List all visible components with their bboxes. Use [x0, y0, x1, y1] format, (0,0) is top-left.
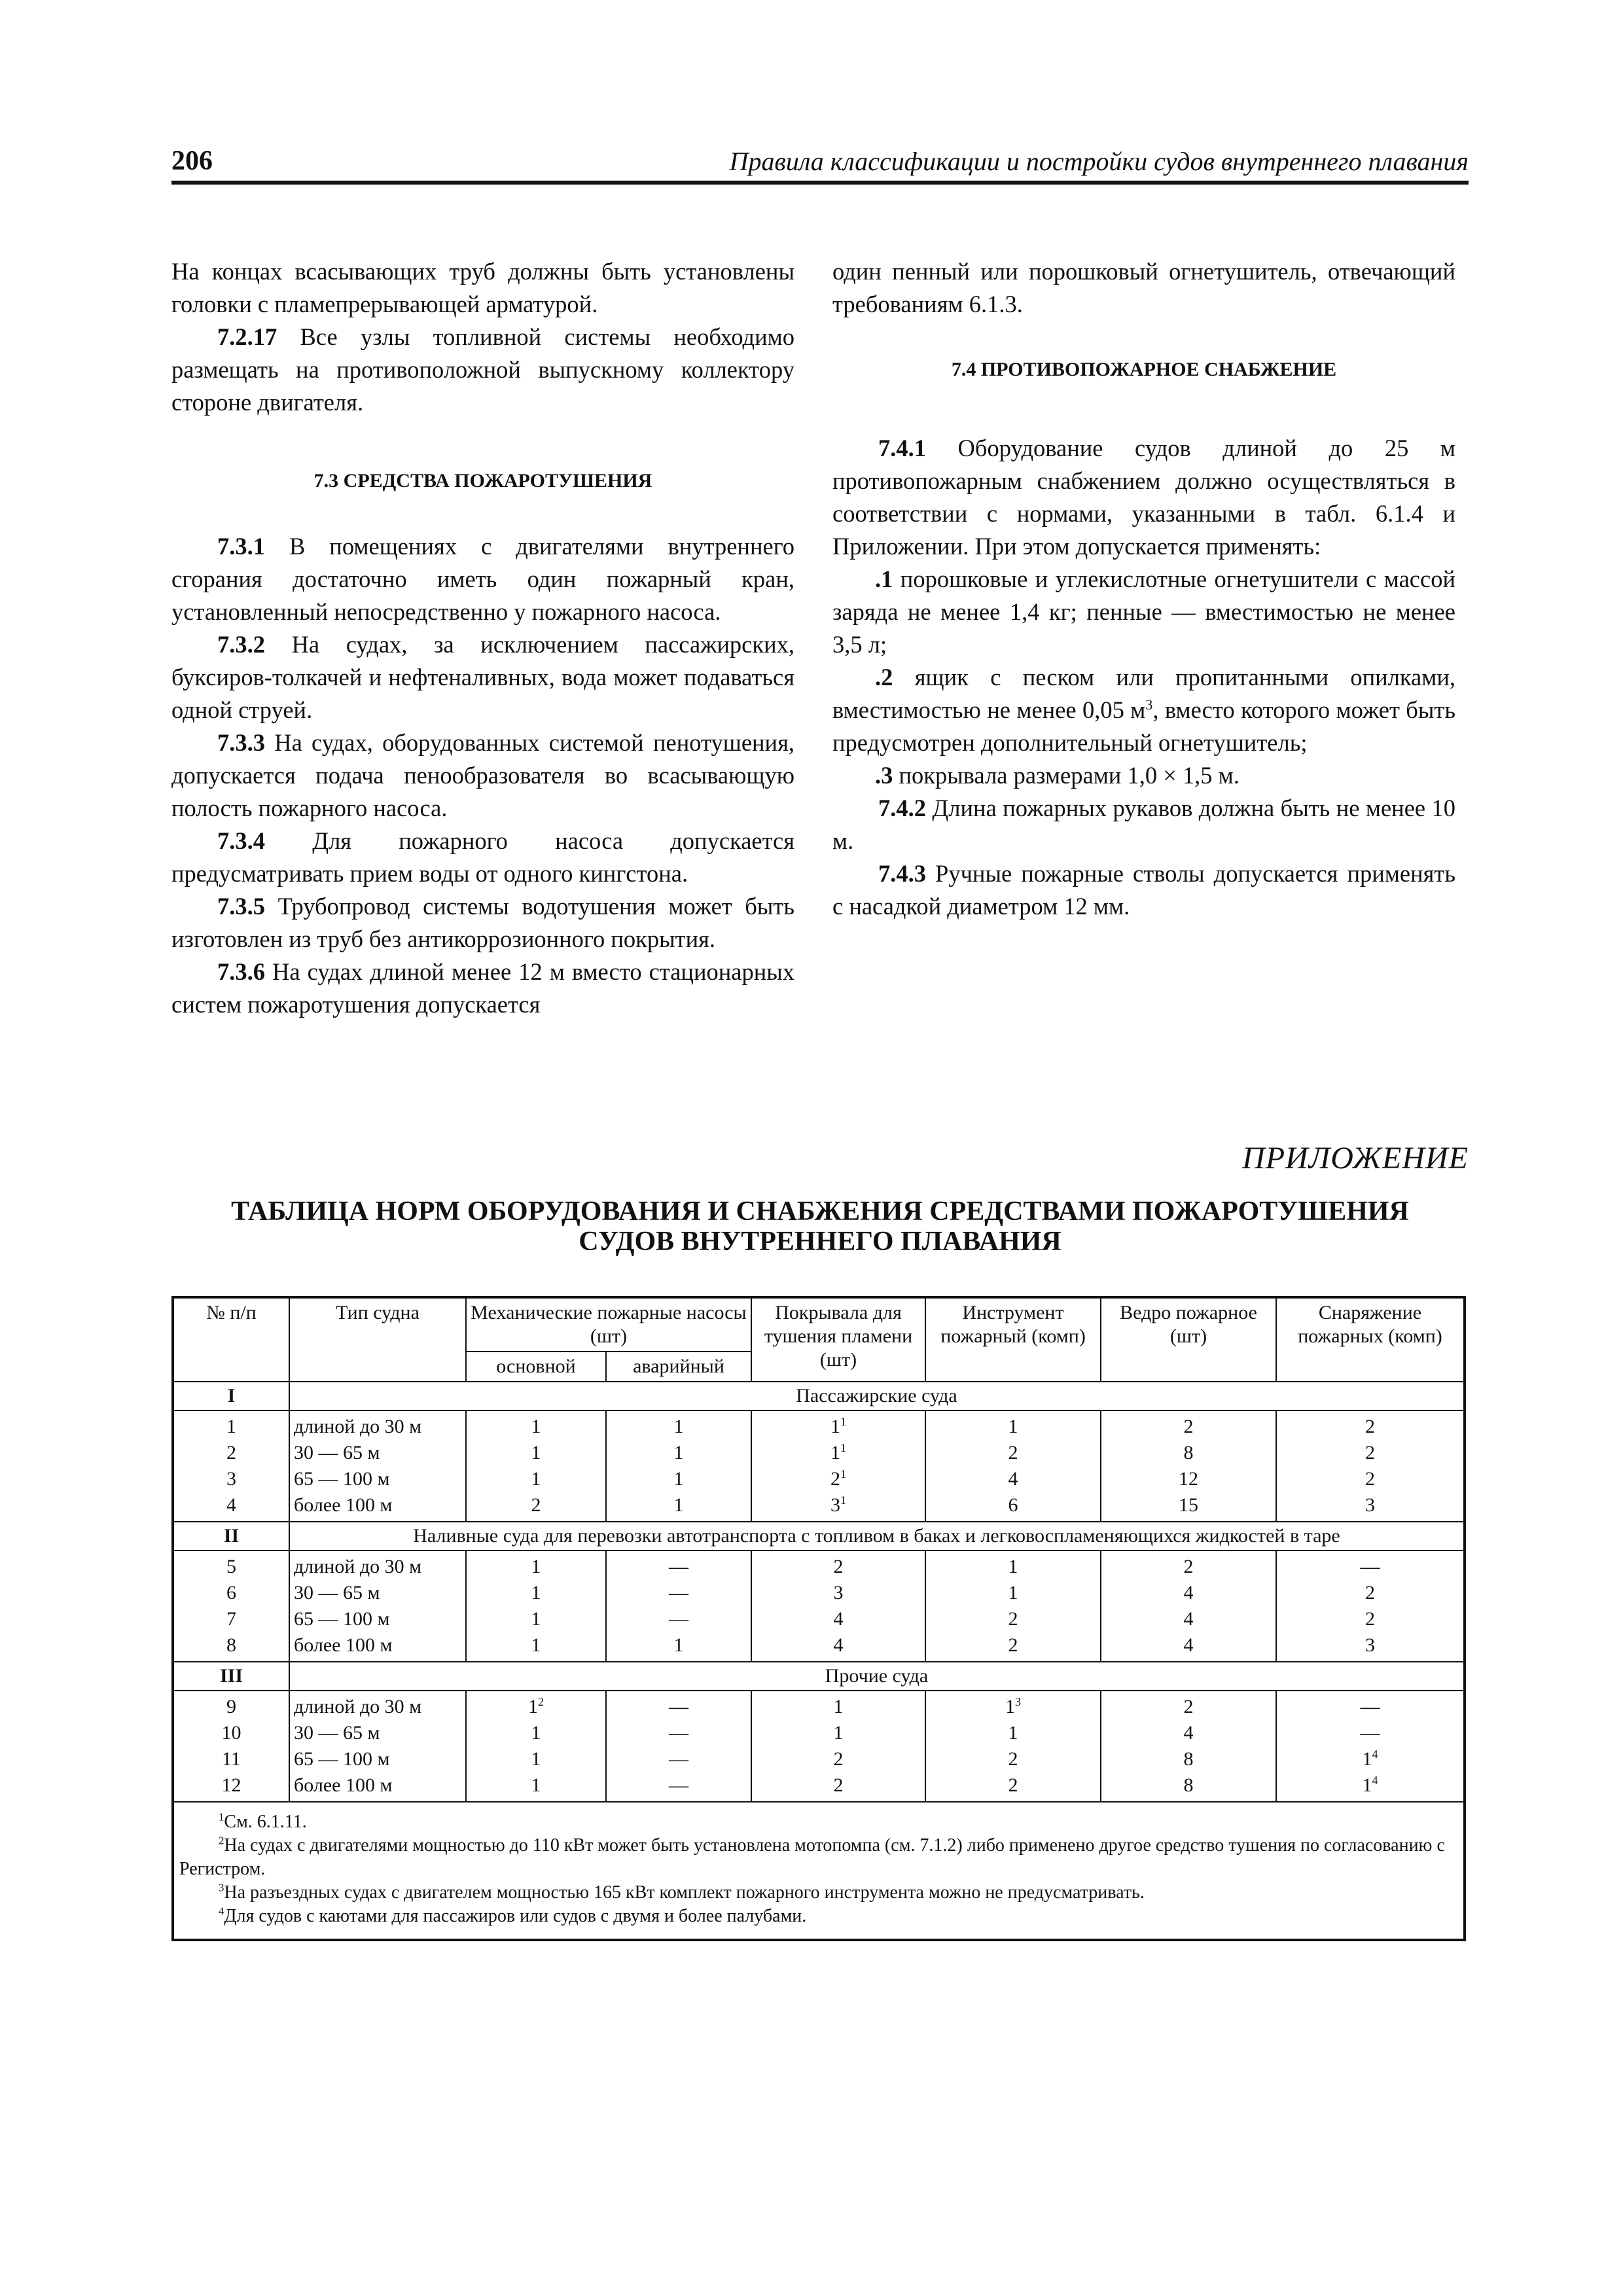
cell-value: 2: [1008, 1748, 1018, 1770]
cell-value: 65 — 100 м: [294, 1608, 390, 1630]
section-heading-7-3: 7.3 СРЕДСТВА ПОЖАРОТУШЕНИЯ: [313, 470, 652, 492]
group-title: Наливные суда для перевозки автотранспорта с топливом в баках и легковоспламеняющихся жидкостей в таре: [289, 1522, 1465, 1551]
cell-value: 1: [531, 1748, 541, 1770]
footnote-mark: 1: [840, 1467, 846, 1480]
cell-value: 2: [531, 1494, 541, 1516]
cell-pump-main: [466, 1410, 606, 1522]
cell-value: —: [669, 1608, 688, 1630]
header-type: Тип судна: [289, 1297, 466, 1382]
cell-value: 7: [226, 1608, 236, 1630]
footnote-mark: 3: [1015, 1695, 1021, 1708]
cell-value: более 100 м: [294, 1494, 393, 1516]
cell-value: 1: [531, 1634, 541, 1656]
cell-value: 4: [226, 1494, 236, 1516]
cell-value: 12: [1179, 1468, 1198, 1490]
cell-types: [289, 1691, 466, 1802]
cell-pump-emerg: [606, 1551, 751, 1662]
paragraph-7-4-2: 7.4.2 Длина пожарных рукавов должна быть не менее 10 м.: [832, 795, 1455, 854]
footnote-mark: 3: [219, 1881, 224, 1894]
cell-value: —: [669, 1748, 688, 1770]
cell-value: длиной до 30 м: [294, 1556, 422, 1577]
footnote-mark: 1: [219, 1810, 224, 1823]
cell-gear: [1276, 1691, 1465, 1802]
cell-value: 1: [673, 1494, 684, 1516]
cell-value: 2: [1008, 1442, 1018, 1463]
header-num: № п/п: [173, 1297, 289, 1382]
cell-value: 6: [1008, 1494, 1018, 1516]
cell-value: 2: [833, 1774, 844, 1796]
cell-value: 2: [1365, 1582, 1375, 1604]
page-number: 206: [171, 146, 213, 176]
cell-blankets: [751, 1691, 925, 1802]
group-roman: II: [173, 1522, 289, 1551]
cell-value: 8: [226, 1634, 236, 1656]
paragraph-7-3-6: 7.3.6 На судах длиной менее 12 м вместо стационарных систем пожаротушения допускается: [171, 958, 795, 1018]
appendix-label: ПРИЛОЖЕНИЕ: [1242, 1141, 1469, 1175]
footnote-mark: 1: [840, 1441, 846, 1454]
cell-value: 2: [833, 1748, 844, 1770]
cell-value: 2: [1365, 1442, 1375, 1463]
cell-value: 10: [221, 1722, 241, 1744]
cell-value: $1^4$: [1362, 1774, 1378, 1796]
cell-value: 1: [1008, 1556, 1018, 1577]
cell-value: 1: [531, 1416, 541, 1437]
cell-nums: [173, 1410, 289, 1522]
cell-value: $2^1$: [830, 1467, 846, 1490]
right-column: [832, 255, 1455, 923]
cell-value: 1: [531, 1582, 541, 1604]
table-header-row: [173, 1297, 1465, 1352]
cell-value: 1: [531, 1442, 541, 1463]
cell-value: —: [669, 1774, 688, 1796]
header-pump-emergency: аварийный: [606, 1352, 751, 1382]
cell-buckets: [1101, 1410, 1276, 1522]
cell-value: 1: [833, 1722, 844, 1744]
cell-value: 3: [833, 1582, 844, 1604]
cell-value: 2: [1183, 1696, 1194, 1717]
group-header-row: [173, 1662, 1465, 1691]
table-footnotes: [173, 1802, 1465, 1940]
cell-value: —: [669, 1556, 688, 1577]
running-header: [171, 145, 1469, 185]
cell-value: 2: [1365, 1468, 1375, 1490]
group-header-row: [173, 1522, 1465, 1551]
cell-pump-main: [466, 1691, 606, 1802]
cell-nums: [173, 1551, 289, 1662]
cell-value: 1: [673, 1634, 684, 1656]
paragraph-7-4-3: 7.4.3 Ручные пожарные стволы допускается применять с насадкой диаметром 12 мм.: [832, 860, 1455, 920]
footnote-mark: 4: [219, 1905, 224, 1918]
cell-value: —: [1360, 1556, 1380, 1577]
cell-value: 2: [1008, 1774, 1018, 1796]
cell-nums: [173, 1691, 289, 1802]
cell-value: длиной до 30 м: [294, 1416, 422, 1437]
paragraph-7-3-3: 7.3.3 На судах, оборудованных системой пенотушения, допускается подача пенообразователя во всасывающую полость пожарного насоса.: [171, 729, 795, 821]
cell-tools: [925, 1551, 1101, 1662]
cell-pump-emerg: [606, 1691, 751, 1802]
group-header-row: [173, 1382, 1465, 1410]
footnote-mark: 1: [840, 1494, 846, 1507]
cell-blankets: [751, 1410, 925, 1522]
cell-value: 1: [531, 1556, 541, 1577]
cell-value: 2: [1008, 1608, 1018, 1630]
header-pumps: Механические пожарные насосы (шт): [466, 1297, 751, 1352]
cell-value: 9: [226, 1696, 236, 1717]
cell-value: 8: [1183, 1442, 1194, 1463]
cell-value: 1: [833, 1696, 844, 1717]
cell-tools: [925, 1410, 1101, 1522]
cell-value: 1: [1008, 1416, 1018, 1437]
table-row: [173, 1410, 1465, 1522]
cell-value: —: [669, 1582, 688, 1604]
cell-value: 3: [1365, 1634, 1375, 1656]
cell-types: [289, 1551, 466, 1662]
group-title: Прочие суда: [289, 1662, 1465, 1691]
paragraph-7-4-1: 7.4.1 Оборудование судов длиной до 25 м противопожарным снабжением должно осуществляться в соответствии с нормами, указанными в табл. 6.1.4 и Приложении. При этом допускается применять:: [832, 435, 1455, 560]
cell-value: 6: [226, 1582, 236, 1604]
cell-value: 1: [673, 1416, 684, 1437]
cell-types: [289, 1410, 466, 1522]
group-title: Пассажирские суда: [289, 1382, 1465, 1410]
cell-value: —: [1360, 1722, 1380, 1744]
cell-value: 2: [1365, 1416, 1375, 1437]
footnote-mark: 4: [1372, 1774, 1378, 1787]
cell-value: 30 — 65 м: [294, 1442, 380, 1463]
cell-value: 30 — 65 м: [294, 1722, 380, 1744]
footnote: $^3$На разъездных судах с двигателем мощностью 165 кВт комплект пожарного инструмента можно не предусматривать.: [219, 1881, 1145, 1903]
cell-value: $1^1$: [830, 1441, 846, 1463]
cell-value: 12: [221, 1774, 241, 1796]
paragraph-7-2-17: 7.2.17 Все узлы топливной системы необходимо размещать на противоположной выпускному коллектору стороне двигателя.: [171, 323, 795, 416]
footnotes-row: [173, 1802, 1465, 1940]
paragraph-7-3-5: 7.3.5 Трубопровод системы водотушения может быть изготовлен из труб без антикоррозионного покрытия.: [171, 893, 794, 952]
header-gear: Снаряжение пожарных (комп): [1276, 1297, 1465, 1382]
cell-value: 4: [833, 1608, 844, 1630]
header-tools: Инструмент пожарный (комп): [925, 1297, 1101, 1382]
footnote-mark: 2: [538, 1695, 544, 1708]
table-title: ТАБЛИЦА НОРМ ОБОРУДОВАНИЯ И СНАБЖЕНИЯ СРЕДСТВАМИ ПОЖАРОТУШЕНИЯ СУДОВ ВНУТРЕННЕГО ПЛАВАНИЯ: [231, 1196, 1409, 1257]
cell-value: 1: [531, 1468, 541, 1490]
cell-value: 2: [226, 1442, 236, 1463]
list-item-1: .1 порошковые и углекислотные огнетушители с массой заряда не менее 1,4 кг; пенные — вместимостью не менее 3,5 л;: [832, 565, 1455, 658]
header-pump-main: основной: [466, 1352, 606, 1382]
cell-value: —: [669, 1722, 688, 1744]
cell-value: 4: [1183, 1582, 1194, 1604]
cell-value: —: [1360, 1696, 1380, 1717]
cell-value: 1: [531, 1774, 541, 1796]
cell-value: 4: [833, 1634, 844, 1656]
cell-pump-emerg: [606, 1410, 751, 1522]
cell-value: 4: [1183, 1634, 1194, 1656]
cell-value: 1: [531, 1722, 541, 1744]
table-row: [173, 1691, 1465, 1802]
norms-table: [171, 1296, 1466, 1941]
cell-gear: [1276, 1551, 1465, 1662]
cell-value: 2: [1183, 1416, 1194, 1437]
cell-value: 15: [1179, 1494, 1198, 1516]
list-item-2: .2 ящик с песком или пропитанными опилками, вместимостью не менее 0,05 $м^3$, вместо которого может быть предусмотрен дополнительный огнетушитель;: [832, 664, 1456, 756]
paragraph-7-3-2: 7.3.2 На судах, за исключением пассажирских, буксиров-толкачей и нефтеналивных, вода может подаваться одной струей.: [171, 631, 794, 723]
cell-value: 1: [531, 1608, 541, 1630]
footnote-mark: 2: [219, 1834, 224, 1847]
cell-value: $1^4$: [1362, 1748, 1378, 1770]
running-title: Правила классификации и постройки судов внутреннего плавания: [729, 147, 1469, 176]
table-row: [173, 1551, 1465, 1662]
cell-buckets: [1101, 1691, 1276, 1802]
paragraph-7-3-4: 7.3.4 Для пожарного насоса допускается предусматривать прием воды от одного кингстона.: [171, 827, 794, 887]
cell-value: 4: [1183, 1608, 1194, 1630]
cell-value: 65 — 100 м: [294, 1748, 390, 1770]
cell-pump-main: [466, 1551, 606, 1662]
cell-value: $1^1$: [830, 1415, 846, 1437]
cell-blankets: [751, 1551, 925, 1662]
cell-value: более 100 м: [294, 1774, 393, 1796]
cell-value: более 100 м: [294, 1634, 393, 1656]
cell-value: —: [669, 1696, 688, 1717]
cell-value: 3: [226, 1468, 236, 1490]
footnote: $^4$Для судов с каютами для пассажиров или судов с двумя и более палубами.: [219, 1905, 807, 1926]
footnote: $^2$На судах с двигателями мощностью до 110 кВт может быть установлена мотопомпа (см. 7.1.2) либо применено другое средство тушения по согласованию с Регистром.: [179, 1834, 1445, 1879]
cell-value: 2: [1365, 1608, 1375, 1630]
cell-tools: [925, 1691, 1101, 1802]
header-buckets: Ведро пожарное (шт): [1101, 1297, 1276, 1382]
cell-value: 11: [222, 1748, 241, 1770]
group-roman: III: [173, 1662, 289, 1691]
footnote-mark: 1: [840, 1415, 846, 1428]
footnote-mark: 4: [1372, 1748, 1378, 1761]
section-heading-7-4: 7.4 ПРОТИВОПОЖАРНОЕ СНАБЖЕНИЕ: [951, 359, 1337, 380]
table-body: [173, 1382, 1465, 1802]
cell-value: 8: [1183, 1748, 1194, 1770]
cell-value: 1: [673, 1442, 684, 1463]
cell-value: 2: [1008, 1634, 1018, 1656]
cell-value: 1: [1008, 1582, 1018, 1604]
cell-value: 1: [226, 1416, 236, 1437]
left-column: [171, 255, 794, 1021]
cell-value: $3^1$: [830, 1494, 846, 1516]
cell-value: $1^3$: [1005, 1695, 1021, 1717]
cell-value: 4: [1183, 1722, 1194, 1744]
cell-value: $1^2$: [528, 1695, 544, 1717]
cell-value: 1: [673, 1468, 684, 1490]
header-blankets: Покрывала для тушения пламени (шт): [751, 1297, 925, 1382]
cell-value: 65 — 100 м: [294, 1468, 390, 1490]
cell-value: 4: [1008, 1468, 1018, 1490]
cell-gear: [1276, 1410, 1465, 1522]
paragraph-7-3-1: 7.3.1 В помещениях с двигателями внутреннего сгорания достаточно иметь один пожарный кран, установленный непосредственно у пожарного насоса.: [171, 533, 795, 625]
cell-value: 3: [1365, 1494, 1375, 1516]
paragraph-continuation-right: один пенный или порошковый огнетушитель, отвечающий требованиям 6.1.3.: [832, 258, 1455, 317]
cell-value: длиной до 30 м: [294, 1696, 422, 1717]
cell-value: 2: [1183, 1556, 1194, 1577]
cell-value: 8: [1183, 1774, 1194, 1796]
cell-value: 2: [833, 1556, 844, 1577]
cell-buckets: [1101, 1551, 1276, 1662]
list-item-3: .3 покрывала размерами 1,0 × 1,5 м.: [875, 762, 1240, 789]
cell-value: 5: [226, 1556, 236, 1577]
footnote: $^1$См. 6.1.11.: [219, 1810, 307, 1832]
group-roman: I: [173, 1382, 289, 1410]
cell-value: 30 — 65 м: [294, 1582, 380, 1604]
cell-value: 1: [1008, 1722, 1018, 1744]
paragraph-continuation: На концах всасывающих труб должны быть установлены головки с пламепрерывающей арматурой.: [171, 258, 794, 317]
